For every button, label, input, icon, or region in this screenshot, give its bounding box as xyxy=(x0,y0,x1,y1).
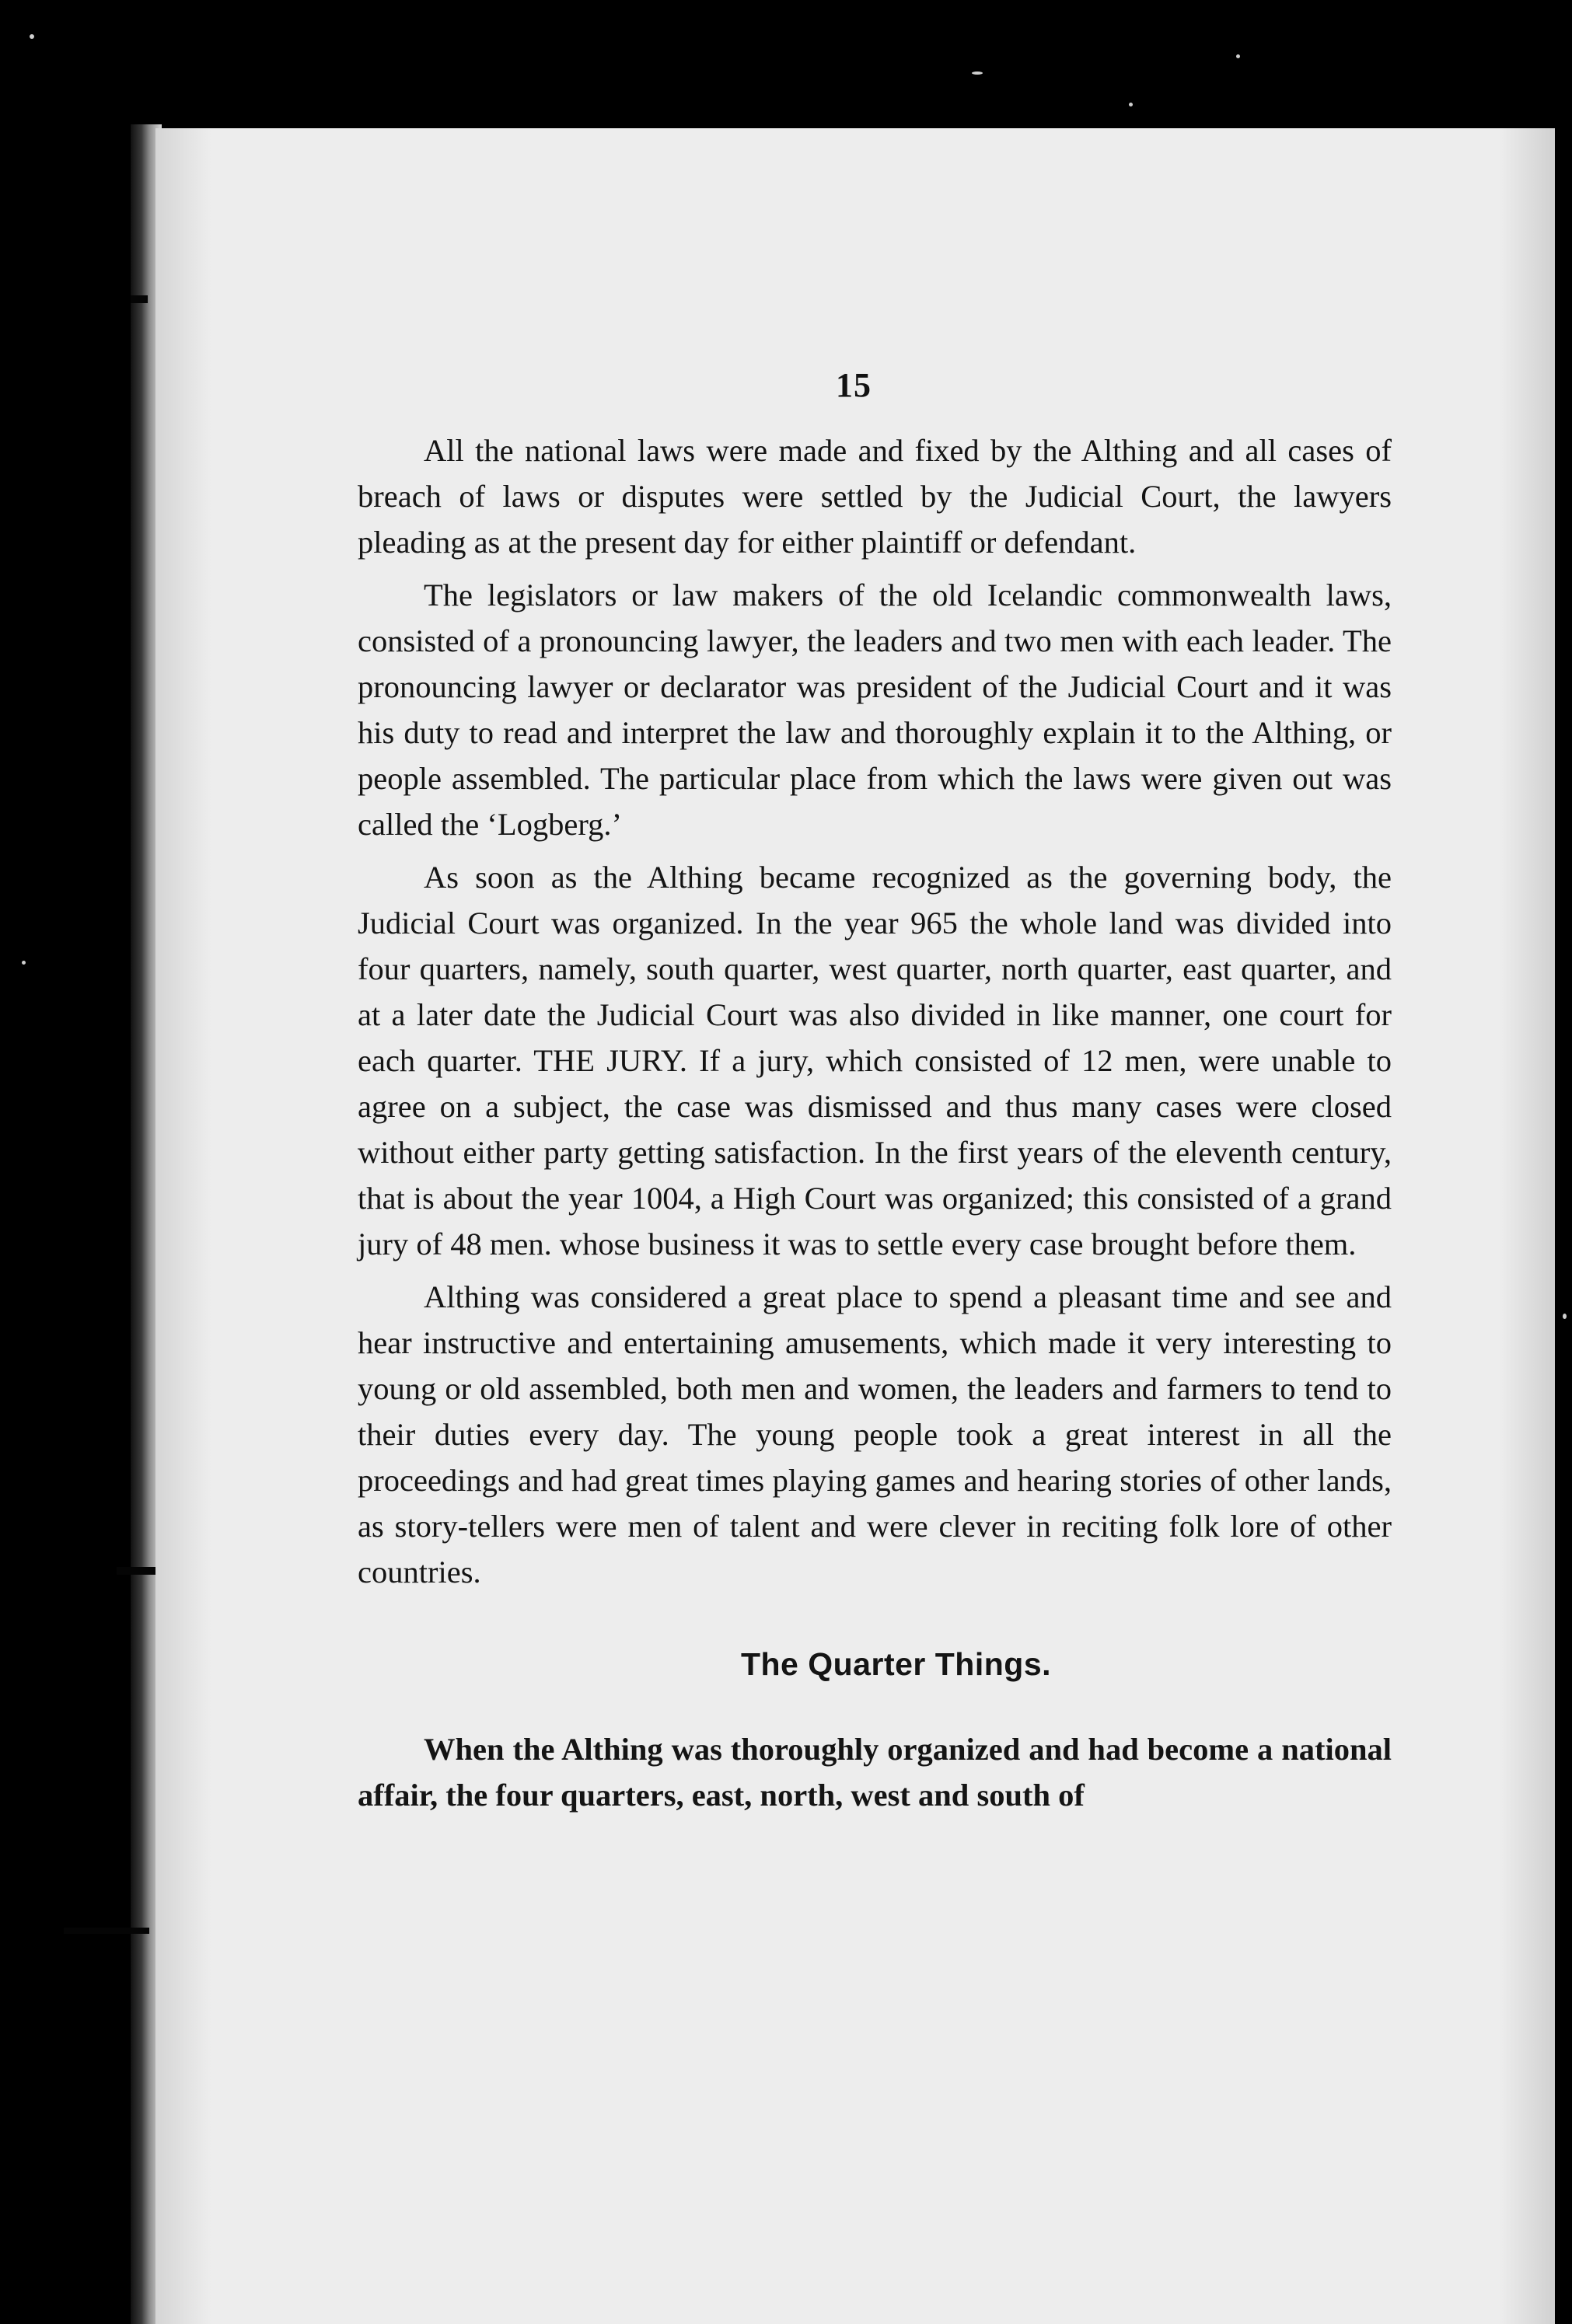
binding-mark xyxy=(131,295,148,303)
scan-speck xyxy=(1563,1314,1567,1319)
scan-speck xyxy=(1236,54,1240,58)
scan-speck xyxy=(972,72,983,75)
paragraph: All the national laws were made and fixed by the Althing and all cases of breach of laws or disputes were settled by the Judicial Court, the lawyers pleading as at the present day for either plaintiff or defendant. xyxy=(358,433,1392,560)
scan-speck xyxy=(30,34,34,39)
binding-mark xyxy=(117,1567,155,1575)
scan-speck xyxy=(1129,103,1133,106)
scan-speck xyxy=(22,961,26,965)
binding-mark xyxy=(64,1928,149,1934)
page-text xyxy=(358,427,1392,1825)
paragraph: The legislators or law makers of the old Icelandic commonwealth laws, consisted of a pronouncing lawyer, the leaders and two men with each leader. The pronouncing lawyer or declarator was president of the Judicial Court and it was his duty to read and interpret the law and thoroughly explain it to the Althing, or people assembled. The particular place from which the laws were given out was called the ‘Logberg.’ xyxy=(358,578,1392,842)
section-heading: The Quarter Things. xyxy=(740,1646,1052,1682)
paragraph: As soon as the Althing became recognized as the governing body, the Judicial Court was organized. In the year 965 the whole land was divided into four quarters, namely, south quarter, west quarter, north quarter, east quarter, and at a later date the Judicial Court was also divided in like manner, one court for each quarter. THE JURY. If a jury, which consisted of 12 men, were unable to agree on a subject, the case was dismissed and thus many cases were closed without either party getting satisfaction. In the first years of the eleventh century, that is about the year 1004, a High Court was organized; this consisted of a grand jury of 48 men. whose business it was to settle every case brought before them. xyxy=(358,860,1392,1261)
paragraph: Althing was considered a great place to spend a pleasant time and see and hear instructive and entertaining amusements, which made it very interesting to young or old assembled, both men and women, the leaders and farmers to tend to their duties every day. The young people took a great interest in all the proceedings and had great times playing games and hearing stories of other lands, as story-tellers were men of talent and were clever in reciting folk lore of other countries. xyxy=(358,1279,1392,1589)
paragraph: When the Althing was thoroughly organized and had become a national affair, the four quarters, east, north, west and south of xyxy=(358,1732,1392,1813)
page-number: 15 xyxy=(836,366,872,404)
